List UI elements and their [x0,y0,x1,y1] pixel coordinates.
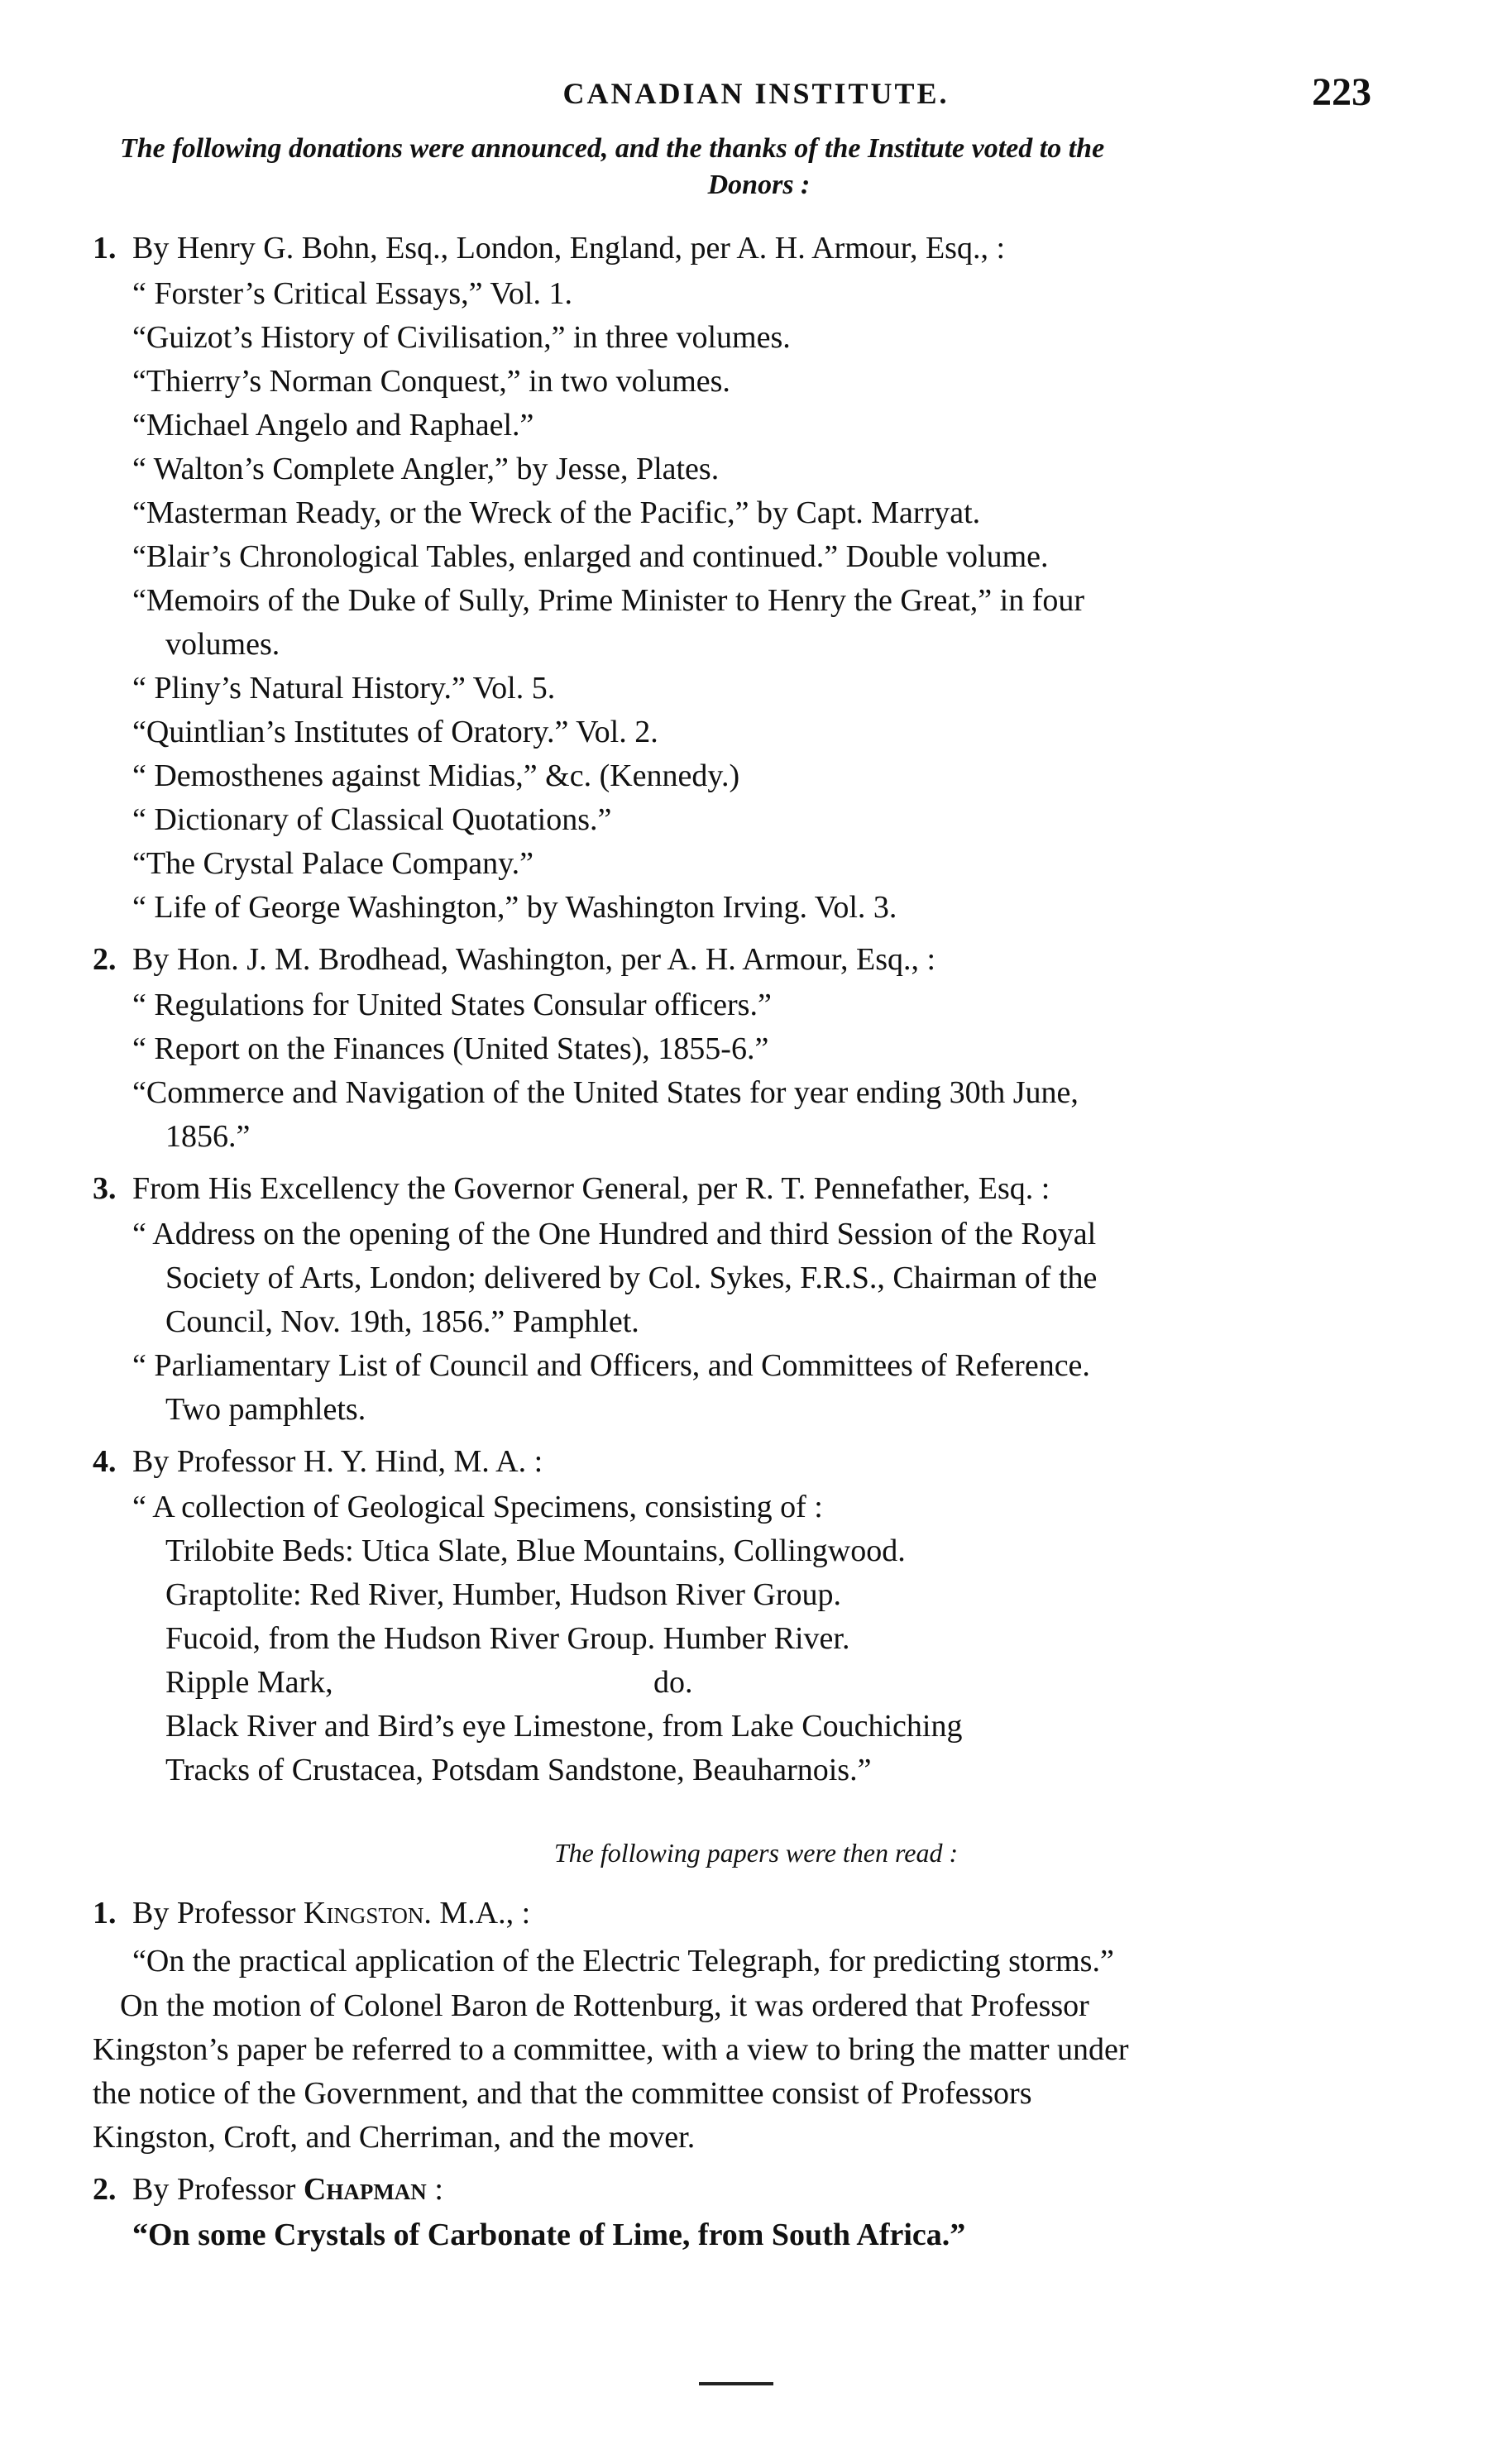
ditto-mark: do. [653,1665,693,1700]
list-item: Council, Nov. 19th, 1856.” Pamphlet. [165,1304,639,1339]
paper-1-author: 1. By Professor Kingston. M.A., : [93,1892,530,1934]
running-header: CANADIAN INSTITUTE. [562,77,950,110]
list-item: Two pamphlets. [165,1392,366,1427]
paper-title: “On some Crystals of Carbonate of Lime, from South Africa.” [132,2218,966,2252]
paragraph-line: Kingston, Croft, and Cherriman, and the mover. [93,2120,696,2155]
list-item: “ Walton’s Complete Angler,” by Jesse, Plates. [132,452,720,486]
list-item: “ Dictionary of Classical Quotations.” [132,802,612,837]
donation-number: 4. [93,1444,117,1479]
list-item: “Blair’s Chronological Tables, enlarged and continued.” Double volume. [132,539,1049,574]
paragraph-line: Kingston’s paper be referred to a committee, with a view to bring the matter under [93,2032,1129,2067]
paper-2-author: 2. By Professor Chapman : [93,2169,443,2210]
intro-line-2: Donors : [707,170,811,200]
list-item: “Guizot’s History of Civilisation,” in three volumes. [132,320,791,355]
paragraph-line: On the motion of Colonel Baron de Rottenburg, it was ordered that Professor [120,1988,1089,2023]
list-item: Graptolite: Red River, Humber, Hudson River Group. [165,1577,841,1612]
author-name: Kingston [303,1896,424,1931]
intro-paragraph [120,131,1398,203]
list-item: “ Demosthenes against Midias,” &c. (Kennedy.) [132,758,740,793]
paper-title: “On the practical application of the Electric Telegraph, for predicting storms.” [132,1944,1114,1978]
papers-heading: The following papers were then read : [553,1838,959,1868]
donation-4-donor: 4. By Professor H. Y. Hind, M. A. : [93,1441,543,1482]
donation-number: 1. [93,231,117,266]
list-item: Ripple Mark, [165,1665,333,1700]
list-item: “Michael Angelo and Raphael.” [132,408,534,443]
list-item: Black River and Bird’s eye Limestone, from Lake Couchiching [165,1709,963,1744]
author-name: Chapman [303,2172,427,2207]
list-item: “Thierry’s Norman Conquest,” in two volumes. [132,364,730,399]
list-item: “ Forster’s Critical Essays,” Vol. 1. [132,276,572,311]
list-item: “Masterman Ready, or the Wreck of the Pacific,” by Capt. Marryat. [132,495,981,530]
list-item: volumes. [165,627,280,662]
list-item: “ Parliamentary List of Council and Officers, and Committees of Reference. [132,1348,1090,1383]
paper-number: 1. [93,1896,117,1931]
list-item: “ Regulations for United States Consular officers.” [132,988,772,1022]
list-item: Trilobite Beds: Utica Slate, Blue Mountains, Collingwood. [165,1533,906,1568]
list-item: 1856.” [165,1119,251,1154]
list-item: “ A collection of Geological Specimens, consisting of : [132,1490,823,1524]
donation-1-donor: 1. By Henry G. Bohn, Esq., London, England, per A. H. Armour, Esq., : [93,227,1005,269]
list-item: “ Address on the opening of the One Hundred and third Session of the Royal [132,1217,1097,1251]
paragraph-line: the notice of the Government, and that the committee consist of Professors [93,2076,1032,2111]
closing-rule [699,2382,773,2385]
donation-2-donor: 2. By Hon. J. M. Brodhead, Washington, per A. H. Armour, Esq., : [93,939,935,980]
page-number: 223 [1312,70,1371,114]
list-item: “Quintlian’s Institutes of Oratory.” Vol. 2. [132,715,658,749]
list-item: “ Life of George Washington,” by Washington Irving. Vol. 3. [132,890,897,925]
donation-number: 3. [93,1171,117,1206]
list-item: “ Report on the Finances (United States), 1855-6.” [132,1031,769,1066]
list-item: “ Pliny’s Natural History.” Vol. 5. [132,671,556,706]
list-item: “Memoirs of the Duke of Sully, Prime Minister to Henry the Great,” in four [132,583,1085,618]
donation-3-donor: 3. From His Excellency the Governor General, per R. T. Pennefather, Esq. : [93,1168,1050,1209]
list-item: Society of Arts, London; delivered by Col. Sykes, F.R.S., Chairman of the [165,1261,1098,1295]
paper-number: 2. [93,2172,117,2207]
list-item: “Commerce and Navigation of the United States for year ending 30th June, [132,1075,1079,1110]
donation-number: 2. [93,942,117,977]
list-item: “The Crystal Palace Company.” [132,846,534,881]
intro-line-1: The following donations were announced, and the thanks of the Institute voted to the [120,133,1105,164]
list-item: Fucoid, from the Hudson River Group. Humber River. [165,1621,850,1656]
list-item: Tracks of Crustacea, Potsdam Sandstone, Beauharnois.” [165,1753,872,1787]
